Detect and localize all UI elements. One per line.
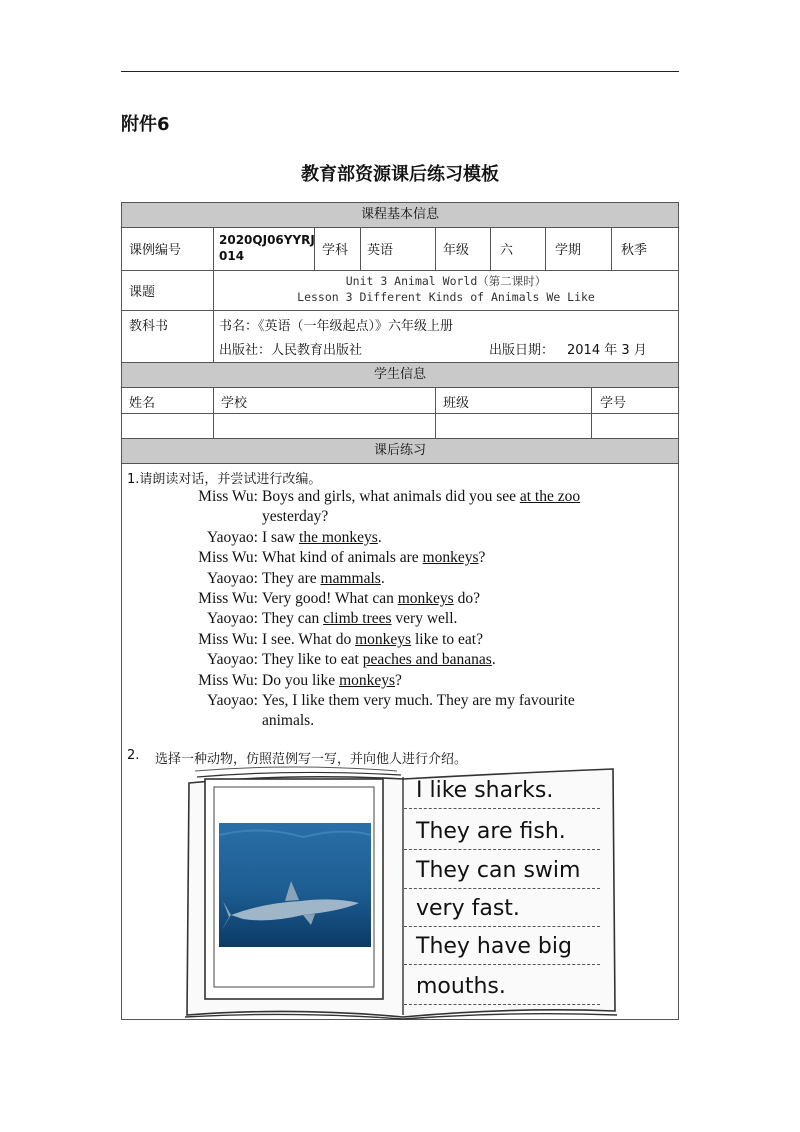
- attachment-label: 附件6: [121, 114, 170, 135]
- speaker: [130, 507, 262, 527]
- section-homework: 课后练习: [122, 439, 678, 463]
- dialog-line: [130, 548, 670, 568]
- utterance-text: They like to eat: [262, 651, 363, 669]
- rule: [545, 227, 546, 270]
- dashed-writing-line: [404, 926, 600, 927]
- page-title: 教育部资源课后练习模板: [301, 164, 499, 185]
- speaker: [130, 711, 262, 731]
- utterance-text: Boys and girls, what animals did you see: [262, 488, 520, 505]
- topic-line: Lesson 3 Different Kinds of Animals We Like: [297, 290, 595, 304]
- speaker: Miss Wu:: [198, 630, 258, 648]
- utterance-text: Yes, I like them very much. They are my favourite: [262, 692, 575, 710]
- underlined-phrase: mammals: [320, 569, 381, 587]
- student-name-label: 姓名: [129, 396, 156, 411]
- rule: [360, 227, 361, 270]
- dashed-writing-line: [404, 1004, 600, 1005]
- underlined-phrase: the monkeys: [299, 528, 378, 546]
- underlined-phrase: peaches and bananas: [362, 651, 492, 669]
- student-id-label: 学号: [600, 396, 627, 411]
- dashed-writing-line: [404, 964, 600, 965]
- rule: [213, 387, 214, 439]
- example-line: very fast.: [416, 896, 520, 921]
- rule: [121, 310, 679, 311]
- utterance: [262, 589, 670, 609]
- dialog-line: [130, 528, 670, 548]
- class-label: 班级: [443, 396, 470, 411]
- dialog-line: [130, 650, 670, 670]
- dialog-line: [130, 487, 670, 507]
- utterance-text: ?: [478, 549, 486, 567]
- dialog-line: [130, 609, 670, 629]
- example-line: I like sharks.: [416, 778, 554, 803]
- example-line: They are fish.: [416, 819, 566, 844]
- utterance-text: They are: [262, 569, 321, 587]
- rule: [591, 387, 592, 439]
- textbook-label: 教科书: [129, 319, 169, 334]
- utterance-text: .: [491, 651, 496, 669]
- dialog-line: [130, 630, 670, 650]
- rule: [435, 227, 436, 270]
- utterance: [262, 487, 670, 507]
- rule: [490, 227, 491, 270]
- publisher: 出版社：人民教育出版社: [219, 343, 363, 358]
- school-label: 学校: [221, 396, 248, 411]
- speaker: Yaoyao:: [207, 569, 258, 587]
- case-number-value: [219, 232, 315, 264]
- publish-date-value: 2014 年 3 月: [567, 343, 647, 358]
- underlined-phrase: at the zoo: [519, 488, 581, 505]
- speaker: Miss Wu:: [198, 590, 258, 608]
- term-label: 学期: [555, 243, 582, 258]
- case-number-line: 2020QJ06YYRJ: [219, 233, 315, 247]
- utterance-text: They can: [262, 610, 324, 628]
- utterance-text: I saw: [262, 528, 300, 546]
- rule: [121, 387, 679, 388]
- utterance-text: What kind of animals are: [262, 549, 423, 567]
- utterance: [262, 548, 670, 568]
- utterance-text: like to eat?: [411, 630, 483, 648]
- speaker: Yaoyao:: [207, 651, 258, 669]
- underlined-phrase: monkeys: [339, 671, 396, 689]
- utterance: [262, 569, 670, 589]
- case-number-line: 014: [219, 249, 245, 263]
- topic-label: 课题: [129, 285, 156, 300]
- underlined-phrase: climb trees: [323, 610, 392, 628]
- dialog-line: [130, 671, 670, 691]
- utterance-text: Do you like: [262, 671, 340, 689]
- utterance-text: ?: [395, 671, 402, 689]
- example-line: They have big: [416, 934, 572, 959]
- utterance-text: .: [380, 569, 385, 587]
- rule: [121, 270, 679, 271]
- dialog: [130, 487, 670, 732]
- rule: [121, 463, 679, 464]
- question-2-text: 选择一种动物，仿照范例写一写，并向他人进行介绍。: [155, 752, 468, 767]
- dialog-line: [130, 569, 670, 589]
- grade-value: 六: [500, 243, 514, 258]
- utterance: [262, 507, 670, 527]
- rule: [611, 227, 612, 270]
- utterance: [262, 671, 670, 691]
- rule: [121, 227, 679, 228]
- utterance-text: .: [377, 528, 382, 546]
- speaker: Miss Wu:: [198, 549, 258, 567]
- example-line: mouths.: [416, 974, 506, 999]
- utterance: [262, 609, 670, 629]
- rule: [435, 387, 436, 439]
- utterance: [262, 630, 670, 650]
- utterance-text: very well.: [391, 610, 458, 628]
- utterance-text: yesterday?: [262, 508, 329, 526]
- term-value: 秋季: [621, 243, 648, 258]
- dashed-writing-line: [404, 888, 600, 889]
- topic-line: Unit 3 Animal World（第二课时）: [345, 274, 547, 288]
- subject-label: 学科: [322, 243, 349, 258]
- dashed-writing-line: [404, 808, 600, 809]
- book-name: 书名：《英语（一年级起点）》六年级上册: [219, 319, 454, 334]
- speaker: Miss Wu:: [198, 671, 258, 689]
- rule: [121, 413, 679, 414]
- underlined-phrase: monkeys: [397, 590, 454, 608]
- utterance: [262, 711, 670, 731]
- utterance-text: I see. What do: [262, 630, 356, 648]
- topic-value: [214, 273, 678, 305]
- header-rule: [121, 71, 679, 72]
- case-number-label: 课例编号: [129, 243, 182, 258]
- utterance: [262, 691, 670, 711]
- speaker: Yaoyao:: [207, 692, 258, 710]
- utterance-text: do?: [453, 590, 480, 608]
- grade-label: 年级: [443, 243, 470, 258]
- underlined-phrase: monkeys: [355, 630, 412, 648]
- speaker: Yaoyao:: [207, 610, 258, 628]
- subject-value: 英语: [367, 243, 394, 258]
- speaker: Yaoyao:: [207, 528, 258, 546]
- example-line: They can swim: [416, 858, 581, 883]
- dashed-writing-line: [404, 849, 600, 850]
- underlined-phrase: monkeys: [422, 549, 479, 567]
- publish-date-label: 出版日期：: [489, 343, 555, 358]
- dialog-line: [130, 507, 670, 527]
- utterance: [262, 650, 670, 670]
- question-2-number: 2.: [127, 748, 140, 763]
- utterance: [262, 528, 670, 548]
- dialog-line: [130, 589, 670, 609]
- speaker: Miss Wu:: [198, 488, 258, 505]
- utterance-text: Very good! What can: [262, 590, 398, 608]
- utterance-text: animals.: [262, 712, 315, 730]
- section-student-info: 学生信息: [122, 363, 678, 387]
- dialog-line: [130, 691, 670, 711]
- section-basic-info: 课程基本信息: [122, 203, 678, 227]
- dialog-line: [130, 711, 670, 731]
- question-1: 1.请朗读对话，并尝试进行改编。: [127, 472, 322, 487]
